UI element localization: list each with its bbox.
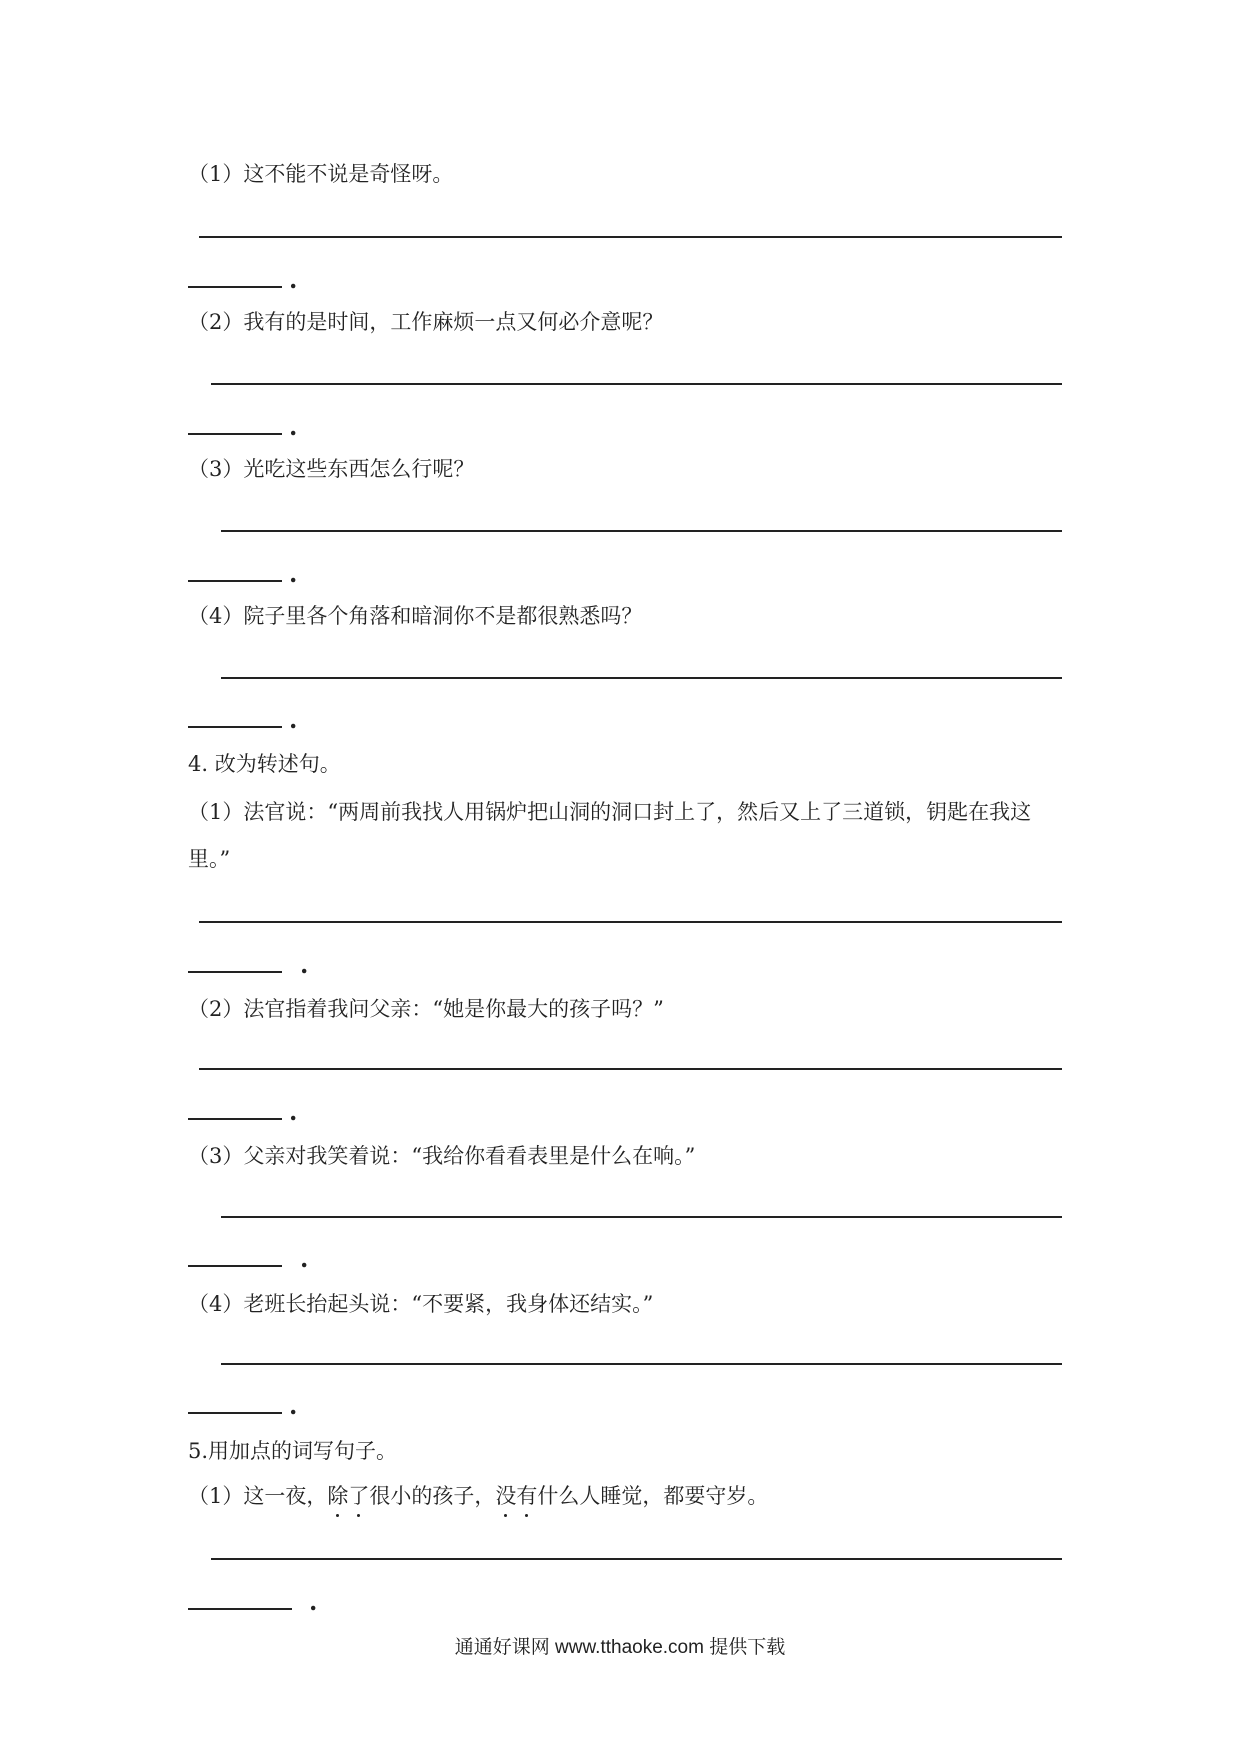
q4-item-1-line-1: （1）法官说：“两周前我找人用锅炉把山洞的洞口封上了，然后又上了三道锁，钥匙在我这 (188, 800, 1032, 824)
emphasized-char: 除 (327, 1484, 349, 1508)
answer-tail-blank[interactable] (188, 419, 282, 435)
answer-line[interactable] (221, 1216, 1062, 1218)
answer-line[interactable] (199, 236, 1062, 238)
emphasized-char: 有 (516, 1484, 538, 1508)
q3-item-3: （3）光吃这些东西怎么行呢？ (188, 457, 475, 481)
q5-heading: 5.用加点的词写句子。 (188, 1439, 398, 1463)
answer-end-dot: . (289, 705, 298, 734)
answer-line[interactable] (221, 530, 1062, 532)
answer-tail-blank[interactable] (188, 712, 282, 728)
q5-item-1-part-1: （1）这一夜， (188, 1484, 328, 1508)
q3-item-4: （4）院子里各个角落和暗洞你不是都很熟悉吗？ (188, 604, 643, 628)
q5-item-1 (188, 1482, 768, 1510)
answer-tail-blank[interactable] (188, 272, 282, 288)
page-footer: 通通好课网 www.tthaoke.com 提供下载 (454, 1637, 786, 1658)
answer-tail-blank[interactable] (188, 566, 282, 582)
q4-item-1-line-2: 里。” (188, 847, 231, 871)
answer-line[interactable] (199, 921, 1062, 923)
answer-tail-blank[interactable] (188, 1398, 282, 1414)
q4-item-3: （3）父亲对我笑着说：“我给你看看表里是什么在响。” (188, 1144, 696, 1168)
answer-end-dot: . (289, 1097, 298, 1126)
answer-line[interactable] (199, 1068, 1062, 1070)
answer-end-dot: . (300, 1244, 309, 1273)
answer-tail-blank[interactable] (188, 1251, 282, 1267)
answer-line[interactable] (211, 1558, 1062, 1560)
answer-end-dot: . (289, 559, 298, 588)
answer-end-dot: . (289, 1391, 298, 1420)
q3-item-1: （1）这不能不说是奇怪呀。 (188, 162, 454, 186)
q5-item-1-part-2: 很小的孩子， (369, 1484, 496, 1508)
q5-item-1-part-3: 什么人睡觉，都要守岁。 (537, 1484, 769, 1508)
q4-heading: 4. 改为转述句。 (188, 752, 341, 776)
emphasized-char: 没 (495, 1484, 517, 1508)
answer-tail-blank[interactable] (188, 957, 282, 973)
emphasized-char: 了 (348, 1484, 370, 1508)
answer-end-dot: . (309, 1587, 318, 1616)
q4-item-4: （4）老班长抬起头说：“不要紧，我身体还结实。” (188, 1292, 654, 1316)
answer-line[interactable] (221, 1363, 1062, 1365)
answer-tail-blank[interactable] (188, 1594, 292, 1610)
answer-end-dot: . (300, 950, 309, 979)
q3-item-2: （2）我有的是时间，工作麻烦一点又何必介意呢？ (188, 310, 664, 334)
q4-item-2: （2）法官指着我问父亲：“她是你最大的孩子吗？” (188, 997, 664, 1021)
answer-end-dot: . (289, 265, 298, 294)
answer-line[interactable] (211, 383, 1062, 385)
answer-tail-blank[interactable] (188, 1104, 282, 1120)
answer-line[interactable] (221, 677, 1062, 679)
answer-end-dot: . (289, 412, 298, 441)
